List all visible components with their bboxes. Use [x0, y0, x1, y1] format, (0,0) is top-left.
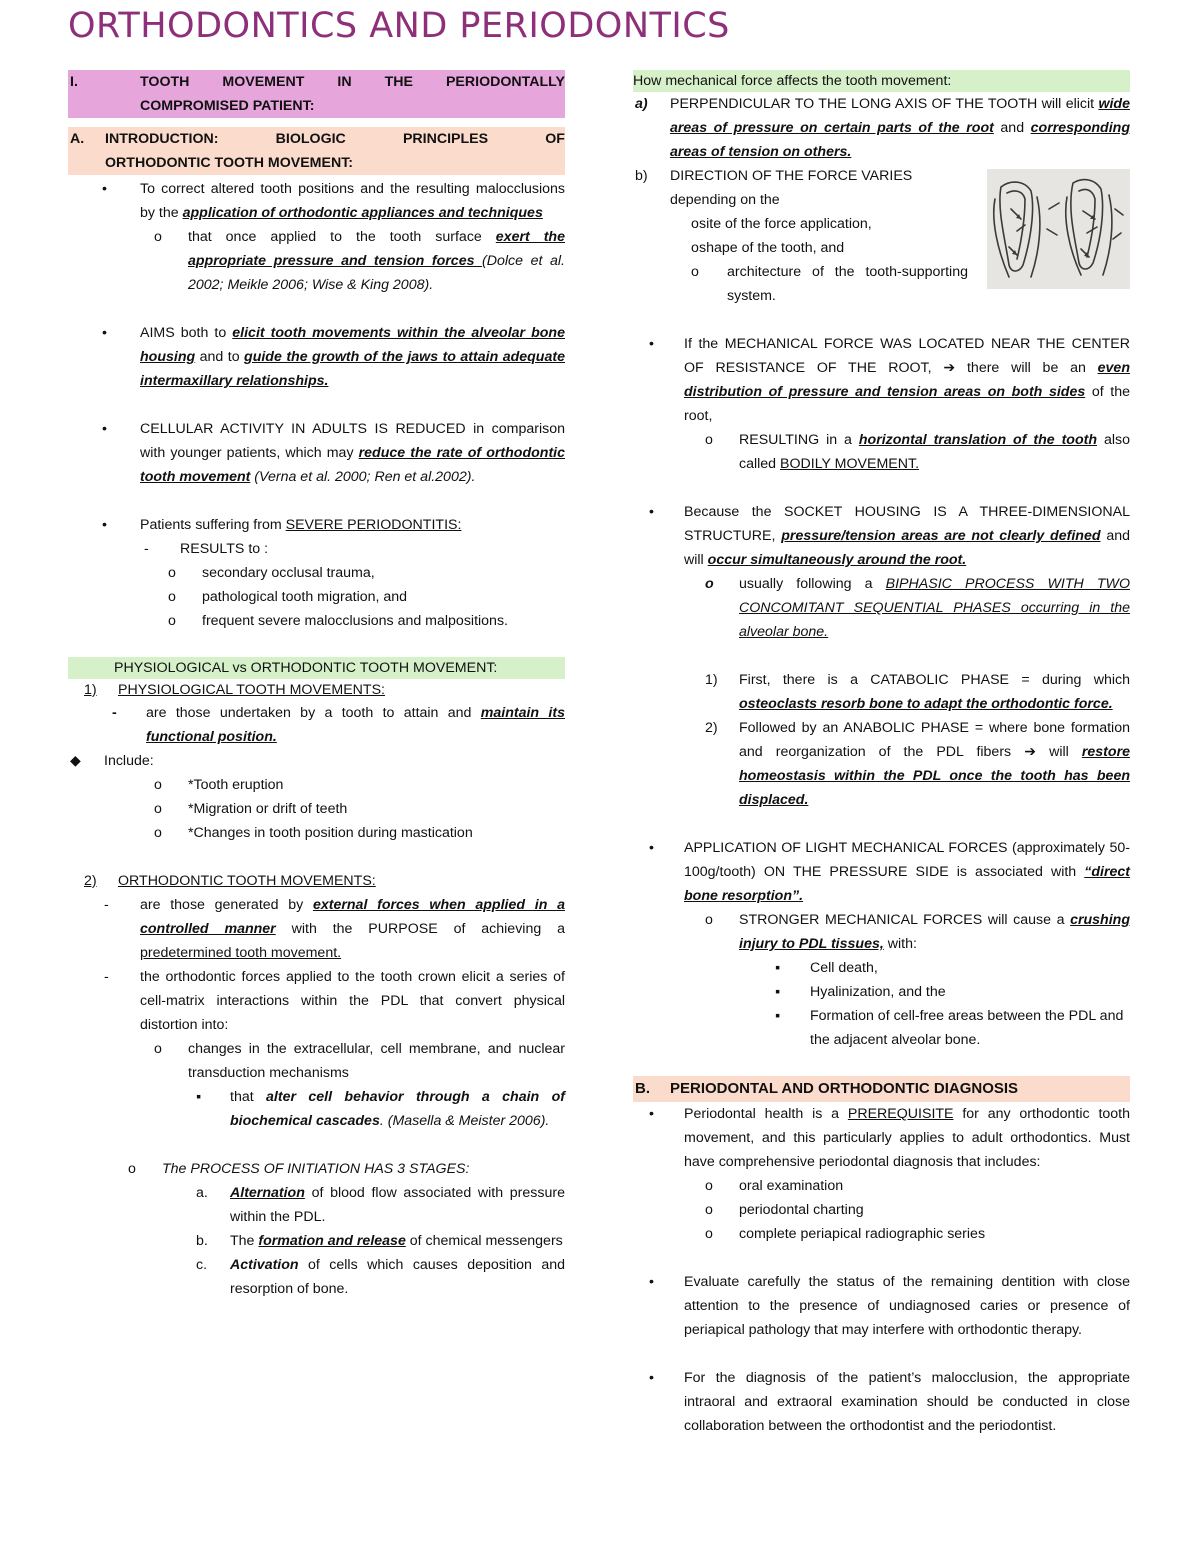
list-item: • Because the SOCKET HOUSING IS A THREE-DIMENSIONAL STRUCTURE, pressure/tension areas are not clearly defined and will occur simultaneously around the root. [633, 500, 1130, 572]
bullet-icon: • [649, 1370, 654, 1386]
circle-bullet-icon: o [705, 576, 714, 592]
dash-icon: - [112, 705, 117, 721]
list-item: ◆ Include: [68, 749, 565, 773]
bullet-icon: • [649, 336, 654, 352]
list-item: ▪ Hyalinization, and the [633, 980, 1130, 1004]
bullet-icon: • [649, 1274, 654, 1290]
list-item: o oral examination [633, 1174, 1130, 1198]
list-item: ▪ that alter cell behavior through a chain of biochemical cascades. (Masella & Meister 2006). [68, 1085, 565, 1133]
subsection-heading: PHYSIOLOGICAL vs ORTHODONTIC TOOTH MOVEMENT: [68, 657, 565, 679]
list-item: b) DIRECTION OF THE FORCE VARIES depending on the [635, 168, 913, 208]
list-item: o *Tooth eruption [68, 773, 565, 797]
arrow-right-icon: ➔ [1024, 744, 1037, 760]
dash-icon: - [104, 969, 109, 985]
square-bullet-icon: ▪ [775, 984, 781, 1000]
diamond-bullet-icon: ◆ [70, 753, 81, 769]
bullet-icon: • [649, 840, 654, 856]
list-item: c. Activation of cells which causes deposition and resorption of bone. [196, 1257, 565, 1297]
tooth-force-diagram-image [987, 169, 1130, 289]
list-item: o complete periapical radiographic series [633, 1222, 1130, 1246]
list-item: • AIMS both to elicit tooth movements within the alveolar bone housing and to guide the growth of the jaws to attain adequate intermaxillary relationships. [68, 321, 565, 393]
circle-bullet-icon: o [691, 240, 699, 256]
list-item: • Periodontal health is a PREREQUISITE for any orthodontic tooth movement, and this particularly applies to adult orthodontics. Must have comprehensive periodontal diagnosis that includes: [633, 1102, 1130, 1174]
square-bullet-icon: ▪ [196, 1089, 202, 1105]
list-item: o site of the force application, [633, 212, 968, 236]
section-title-line2: COMPROMISED PATIENT: [140, 98, 315, 114]
circle-bullet-icon: o [705, 1226, 713, 1242]
bullet-icon: • [102, 325, 107, 341]
list-item: o changes in the extracellular, cell membrane, and nuclear transduction mechanisms [68, 1037, 565, 1085]
circle-bullet-icon: o [705, 432, 713, 448]
numbered-heading: 1) PHYSIOLOGICAL TOOTH MOVEMENTS: [84, 682, 385, 698]
circle-bullet-icon: o [154, 801, 162, 817]
circle-bullet-icon: o [154, 825, 162, 841]
list-item: • Evaluate carefully the status of the remaining dentition with close attention to the presence of undiagnosed caries or presence of periapical pathology that may interfere with orthodontic therapy. [633, 1270, 1130, 1342]
page-title: ORTHODONTICS AND PERIODONTICS [68, 6, 730, 46]
circle-bullet-icon: o [154, 1041, 162, 1057]
circle-bullet-icon: o [128, 1161, 136, 1177]
bullet-icon: • [102, 517, 107, 533]
list-item: ▪ Formation of cell-free areas between the PDL and the adjacent alveolar bone. [633, 1004, 1130, 1052]
list-item: • APPLICATION OF LIGHT MECHANICAL FORCES (approximately 50-100g/tooth) ON THE PRESSURE SIDE is associated with “direct bone resorption”. [633, 836, 1130, 908]
list-item: ▪ Cell death, [633, 956, 1130, 980]
circle-bullet-icon: o [705, 1202, 713, 1218]
list-item: o shape of the tooth, and [633, 236, 968, 260]
list-item: o pathological tooth migration, and [68, 585, 565, 609]
list-item: • CELLULAR ACTIVITY IN ADULTS IS REDUCED in comparison with younger patients, which may reduce the rate of orthodontic tooth movement (Verna et al. 2000; Ren et al.2002). [68, 417, 565, 489]
section-title-line1: INTRODUCTION: BIOLOGIC PRINCIPLES OF [105, 131, 565, 147]
tooth-sketch-icon [987, 169, 1130, 289]
bullet-icon: • [102, 421, 107, 437]
arrow-right-icon: ➔ [943, 360, 956, 376]
square-bullet-icon: ▪ [775, 1008, 781, 1024]
section-number: I. [70, 74, 78, 90]
dash-icon: - [104, 897, 109, 913]
numbered-heading: 2) ORTHODONTIC TOOTH MOVEMENTS: [84, 873, 376, 889]
circle-bullet-icon: o [154, 777, 162, 793]
section-heading-1 [68, 70, 565, 118]
list-item: 1) First, there is a CATABOLIC PHASE = during which osteoclasts resorb bone to adapt the orthodontic force. [705, 672, 1130, 712]
circle-bullet-icon: o [168, 589, 176, 605]
bullet-icon: • [649, 504, 654, 520]
square-bullet-icon: ▪ [775, 960, 781, 976]
circle-bullet-icon: o [168, 613, 176, 629]
list-item: • To correct altered tooth positions and the resulting malocclusions by the application of orthodontic appliances and techniques [68, 177, 565, 225]
list-item: o The PROCESS OF INITIATION HAS 3 STAGES: [68, 1157, 565, 1181]
section-title-line2: ORTHODONTIC TOOTH MOVEMENT: [105, 155, 354, 171]
section-letter: A. [70, 131, 85, 147]
list-item: - RESULTS to : [68, 537, 565, 561]
list-item: 2) Followed by an ANABOLIC PHASE = where bone formation and reorganization of the PDL fibers ➔ will restore homeostasis within the PDL once the tooth has been displaced. [705, 720, 1130, 808]
circle-bullet-icon: o [691, 264, 699, 280]
list-item: o usually following a BIPHASIC PROCESS WITH TWO CONCOMITANT SEQUENTIAL PHASES occurring in the alveolar bone. [633, 572, 1130, 644]
section-heading-b: B. PERIODONTAL AND ORTHODONTIC DIAGNOSIS [633, 1076, 1130, 1102]
list-item: • For the diagnosis of the patient’s malocclusion, the appropriate intraoral and extraoral examination should be conducted in close collaboration between the orthodontist and the periodontist. [633, 1366, 1130, 1438]
subsection-heading: How mechanical force affects the tooth movement: [633, 70, 1130, 92]
list-item: o periodontal charting [633, 1198, 1130, 1222]
section-title-line1: TOOTH MOVEMENT IN THE PERIODONTALLY [140, 74, 565, 90]
circle-bullet-icon: o [691, 216, 699, 232]
circle-bullet-icon: o [168, 565, 176, 581]
list-item: o frequent severe malocclusions and malpositions. [68, 609, 565, 633]
list-item: a) PERPENDICULAR TO THE LONG AXIS OF THE TOOTH will elicit wide areas of pressure on certain parts of the root and corresponding areas of tension on others. [635, 96, 1130, 160]
list-item: o secondary occlusal trauma, [68, 561, 565, 585]
bullet-icon: • [649, 1106, 654, 1122]
list-item: o STRONGER MECHANICAL FORCES will cause a crushing injury to PDL tissues, with: [633, 908, 1130, 956]
list-item: o *Changes in tooth position during mastication [68, 821, 565, 845]
list-item: o architecture of the tooth-supporting system. [633, 260, 968, 308]
list-item: • Patients suffering from SEVERE PERIODONTITIS: [68, 513, 565, 537]
list-item: - are those undertaken by a tooth to attain and maintain its functional position. [68, 701, 565, 749]
list-item: a. Alternation of blood flow associated with pressure within the PDL. [196, 1185, 565, 1225]
list-item: o that once applied to the tooth surface exert the appropriate pressure and tension forces (Dolce et al. 2002; Meikle 2006; Wise & King 2008). [68, 225, 565, 297]
list-item: • If the MECHANICAL FORCE WAS LOCATED NEAR THE CENTER OF RESISTANCE OF THE ROOT, ➔ there will be an even distribution of pressure and tension areas on both sides of the root, [633, 332, 1130, 428]
circle-bullet-icon: o [154, 229, 162, 245]
list-item: - the orthodontic forces applied to the tooth crown elicit a series of cell-matrix interactions within the PDL that convert physical distortion into: [68, 965, 565, 1037]
dash-icon: - [144, 541, 149, 557]
section-heading-a [68, 127, 565, 175]
list-item: b. The formation and release of chemical messengers [196, 1233, 563, 1249]
left-column [68, 70, 565, 1301]
circle-bullet-icon: o [705, 1178, 713, 1194]
list-item: - are those generated by external forces when applied in a controlled manner with the PURPOSE of achieving a predetermined tooth movement. [68, 893, 565, 965]
list-item: o *Migration or drift of teeth [68, 797, 565, 821]
circle-bullet-icon: o [705, 912, 713, 928]
list-item: o RESULTING in a horizontal translation of the tooth also called BODILY MOVEMENT. [633, 428, 1130, 476]
bullet-icon: • [102, 181, 107, 197]
